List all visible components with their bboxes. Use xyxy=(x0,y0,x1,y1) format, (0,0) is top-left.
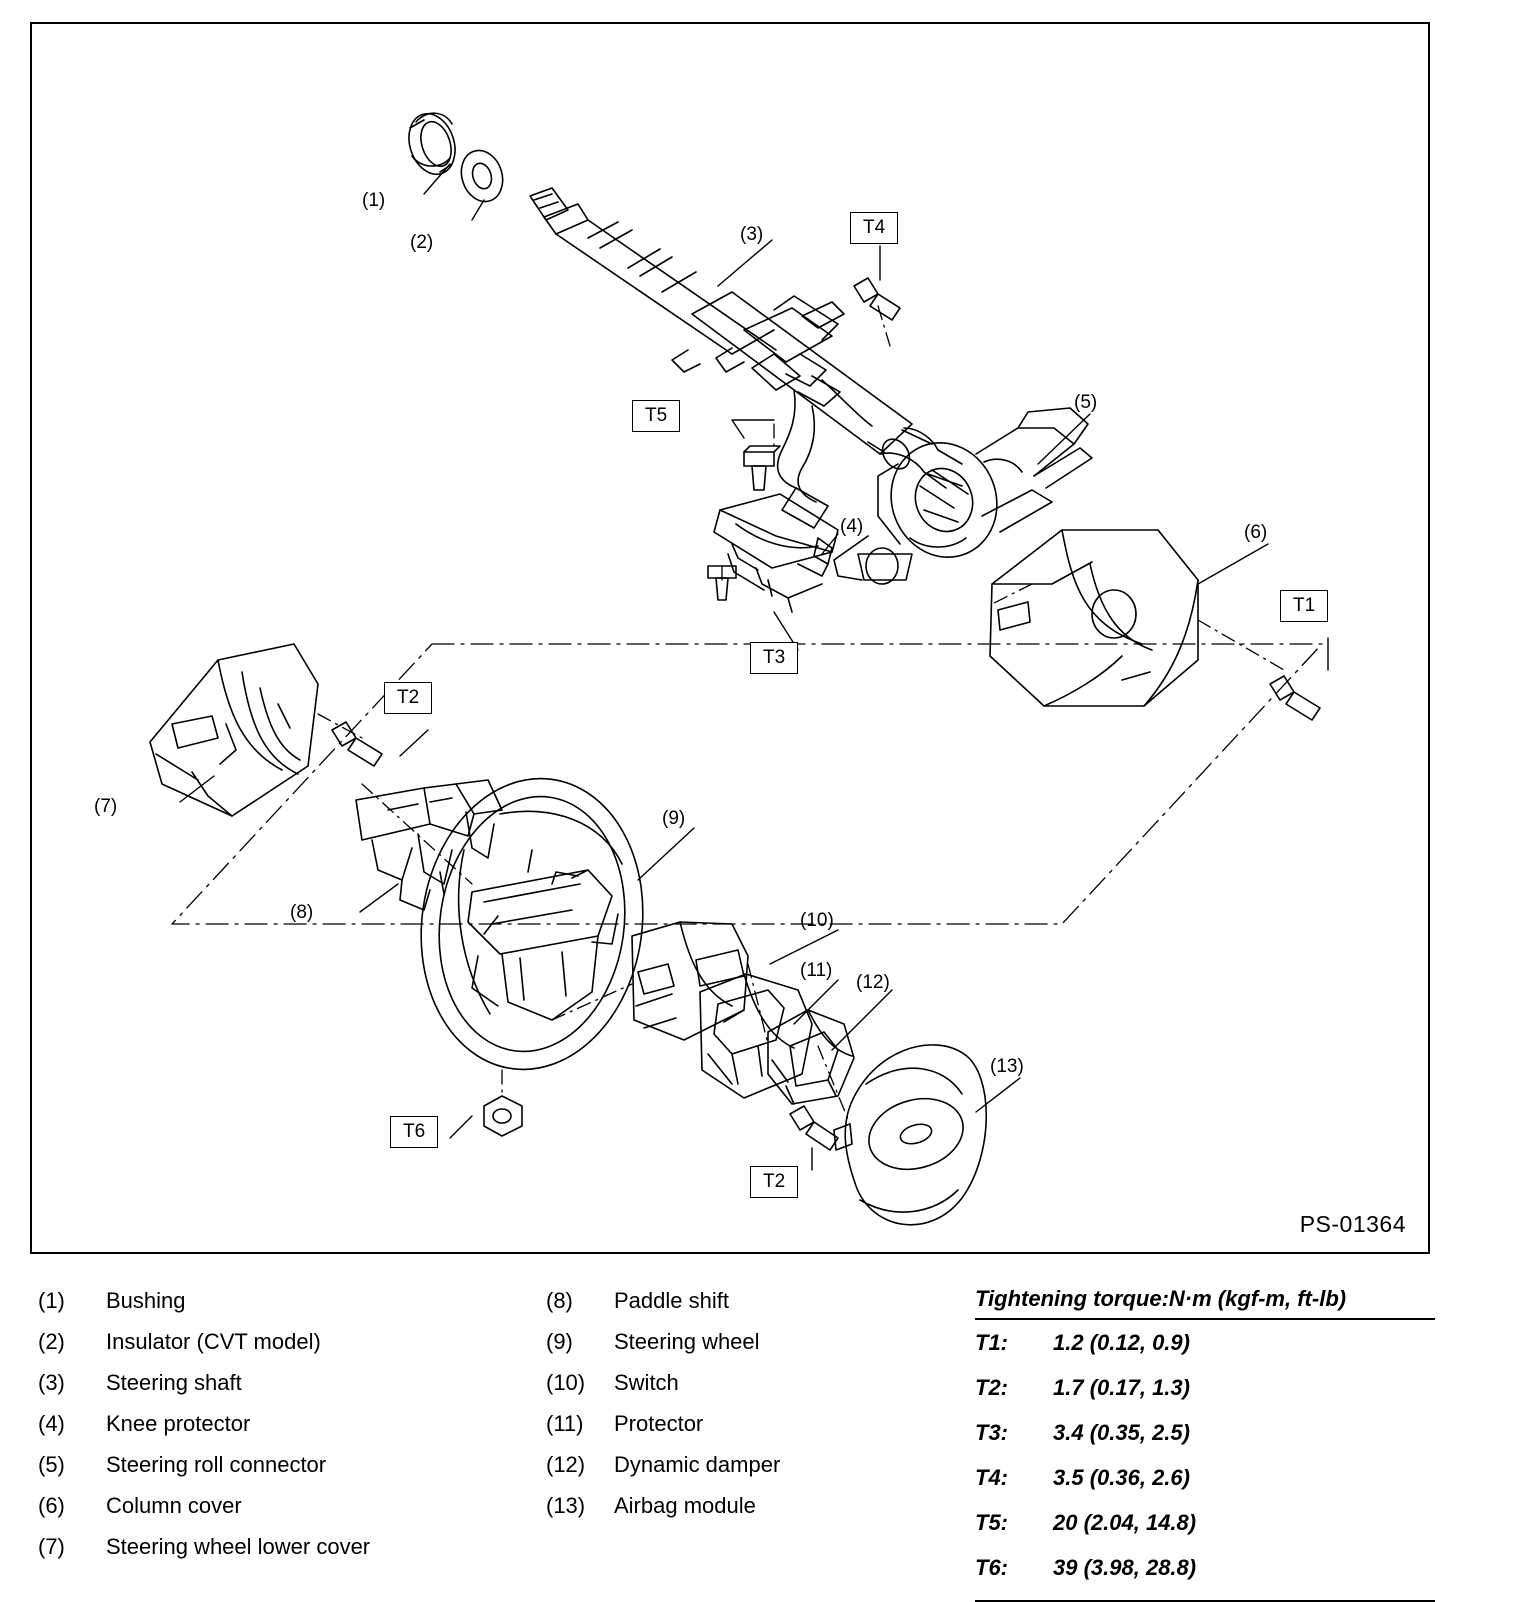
torque-tag-t2-damper: T2 xyxy=(750,1166,798,1198)
torque-value: 20 (2.04, 14.8) xyxy=(1053,1510,1197,1535)
part-paddle-shift xyxy=(332,722,502,910)
callout-6: (6) xyxy=(1244,522,1268,543)
nut-t6 xyxy=(484,1096,522,1136)
torque-tag-t5: T5 xyxy=(632,400,680,432)
torque-key: T2: xyxy=(975,1375,1008,1400)
callout-3: (3) xyxy=(740,224,764,245)
legend-label: Steering roll connector xyxy=(106,1452,327,1477)
legend-number: (1) xyxy=(38,1288,65,1313)
bolt-t2-damper xyxy=(790,1106,838,1150)
bolt-t1 xyxy=(1270,676,1320,720)
list-item xyxy=(38,1329,498,1370)
torque-key: T1: xyxy=(975,1330,1008,1355)
legend-number: (4) xyxy=(38,1411,65,1436)
part-steering-wheel xyxy=(403,764,661,1136)
legend-label: Steering wheel xyxy=(614,1329,760,1354)
part-lower-cover xyxy=(150,644,318,816)
part-airbag-module xyxy=(834,1045,986,1225)
callout-7: (7) xyxy=(94,796,118,817)
callout-8: (8) xyxy=(290,902,314,923)
torque-key: T4: xyxy=(975,1465,1008,1490)
legend-label: Knee protector xyxy=(106,1411,251,1436)
torque-table-title: Tightening torque:N·m (kgf-m, ft-lb) xyxy=(975,1286,1435,1320)
part-bushing xyxy=(401,108,462,181)
part-insulator xyxy=(455,145,509,207)
tightening-torque-table xyxy=(975,1286,1435,1602)
torque-value: 39 (3.98, 28.8) xyxy=(1053,1555,1197,1580)
table-row xyxy=(975,1551,1435,1596)
list-item xyxy=(546,1329,946,1370)
table-row xyxy=(975,1416,1435,1461)
torque-value: 3.5 (0.36, 2.6) xyxy=(1053,1465,1190,1490)
callout-9: (9) xyxy=(662,808,686,829)
bolt-t5 xyxy=(744,446,780,490)
part-steering-roll-connector xyxy=(834,408,1092,584)
table-row xyxy=(975,1506,1435,1551)
legend-number: (11) xyxy=(546,1411,584,1436)
callout-10: (10) xyxy=(800,910,834,931)
callout-11: (11) xyxy=(800,960,833,981)
legend-number: (7) xyxy=(38,1534,65,1559)
torque-tag-t1: T1 xyxy=(1280,590,1328,622)
callout-4: (4) xyxy=(840,516,864,537)
torque-value: 1.2 (0.12, 0.9) xyxy=(1053,1330,1190,1355)
list-item xyxy=(38,1370,498,1411)
list-item xyxy=(38,1534,498,1575)
legend-label: Bushing xyxy=(106,1288,186,1313)
legend-label: Airbag module xyxy=(614,1493,756,1518)
table-row xyxy=(975,1371,1435,1416)
callout-12: (12) xyxy=(856,972,890,993)
callout-5: (5) xyxy=(1074,392,1098,413)
legend-number: (9) xyxy=(546,1329,573,1354)
table-row xyxy=(975,1320,1435,1371)
torque-value: 1.7 (0.17, 1.3) xyxy=(1053,1375,1190,1400)
legend-label: Steering shaft xyxy=(106,1370,242,1395)
torque-value: 3.4 (0.35, 2.5) xyxy=(1053,1420,1190,1445)
legend-label: Dynamic damper xyxy=(614,1452,781,1477)
torque-tag-t4: T4 xyxy=(850,212,898,244)
legend-number: (3) xyxy=(38,1370,65,1395)
list-item xyxy=(38,1452,498,1493)
torque-tag-t3: T3 xyxy=(750,642,798,674)
diagram-frame xyxy=(30,22,1430,1254)
list-item xyxy=(546,1288,946,1329)
list-item xyxy=(546,1493,946,1534)
figure-id: PS-01364 xyxy=(1299,1211,1406,1237)
legend-number: (8) xyxy=(546,1288,573,1313)
torque-key: T6: xyxy=(975,1555,1008,1580)
list-item xyxy=(38,1493,498,1534)
legend-number: (5) xyxy=(38,1452,65,1477)
part-column-cover xyxy=(990,530,1320,720)
torque-tag-t2-paddle: T2 xyxy=(384,682,432,714)
part-switch xyxy=(632,922,748,1040)
list-item xyxy=(38,1288,498,1329)
legend-number: (12) xyxy=(546,1452,586,1477)
callout-1: (1) xyxy=(362,190,386,211)
legend-label: Insulator (CVT model) xyxy=(106,1329,321,1354)
list-item xyxy=(546,1452,946,1493)
torque-key: T5: xyxy=(975,1510,1008,1535)
legend-number: (13) xyxy=(546,1493,586,1518)
legend-label: Switch xyxy=(614,1370,679,1395)
exploded-view-drawing xyxy=(32,24,1428,1252)
torque-tag-t6: T6 xyxy=(390,1116,438,1148)
part-knee-protector xyxy=(708,494,838,612)
callout-13: (13) xyxy=(990,1056,1024,1077)
legend-number: (10) xyxy=(546,1370,586,1395)
callout-2: (2) xyxy=(410,232,434,253)
list-item xyxy=(546,1370,946,1411)
legend-label: Paddle shift xyxy=(614,1288,729,1313)
legend-label: Steering wheel lower cover xyxy=(106,1534,371,1559)
legend-number: (2) xyxy=(38,1329,65,1354)
bolt-t4 xyxy=(854,278,900,320)
list-item xyxy=(546,1411,946,1452)
parts-legend-left-column xyxy=(38,1288,498,1575)
table-row xyxy=(975,1461,1435,1506)
torque-key: T3: xyxy=(975,1420,1008,1445)
legend-number: (6) xyxy=(38,1493,65,1518)
legend-label: Protector xyxy=(614,1411,704,1436)
list-item xyxy=(38,1411,498,1452)
legend-label: Column cover xyxy=(106,1493,242,1518)
parts-legend-right-column xyxy=(546,1288,946,1534)
